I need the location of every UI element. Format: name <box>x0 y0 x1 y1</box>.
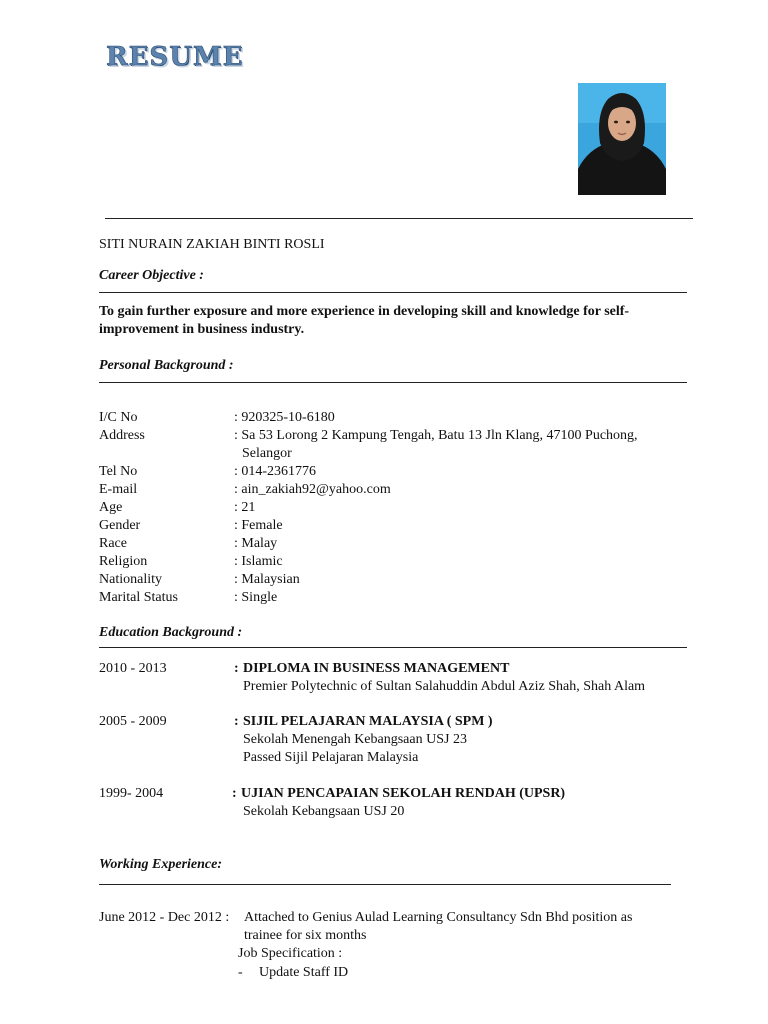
personal-value: : Malaysian <box>234 572 300 587</box>
personal-value: Selangor <box>242 446 292 461</box>
personal-label: I/C No <box>99 410 138 425</box>
education-title: DIPLOMA IN BUSINESS MANAGEMENT <box>243 661 510 676</box>
personal-value: : Malay <box>234 536 278 551</box>
education-separator: : <box>234 714 239 729</box>
personal-background-divider <box>99 382 687 383</box>
personal-label: Religion <box>99 554 148 569</box>
personal-value: : Islamic <box>234 554 283 569</box>
career-objective-text: To gain further exposure and more experience in developing skill and knowledge for self-improvement in business industry. <box>99 304 630 337</box>
personal-value: : 920325-10-6180 <box>234 410 335 425</box>
header-divider <box>105 218 693 219</box>
personal-label: Race <box>99 536 127 551</box>
personal-value: : Single <box>234 590 278 605</box>
personal-label: Address <box>99 428 145 443</box>
personal-value: : ain_zakiah92@yahoo.com <box>234 482 391 497</box>
personal-label: Marital Status <box>99 590 178 605</box>
resume-title: RESUME <box>106 42 244 72</box>
education-years: 2010 - 2013 <box>99 661 167 676</box>
personal-label: Age <box>99 500 123 515</box>
education-detail: Sekolah Menengah Kebangsaan USJ 23 <box>243 732 467 747</box>
personal-background-heading: Personal Background : <box>99 358 234 373</box>
career-objective-heading: Career Objective : <box>99 268 204 283</box>
job-spec-item: Update Staff ID <box>259 965 349 980</box>
candidate-name: SITI NURAIN ZAKIAH BINTI ROSLI <box>99 237 325 252</box>
education-years: 2005 - 2009 <box>99 714 167 729</box>
personal-value: : 014-2361776 <box>234 464 317 479</box>
personal-label: E-mail <box>99 482 138 497</box>
personal-value: : Sa 53 Lorong 2 Kampung Tengah, Batu 13 Jln Klang, 47100 Puchong, <box>234 428 638 443</box>
work-period: June 2012 - Dec 2012 : <box>99 910 230 925</box>
personal-label: Tel No <box>99 464 138 479</box>
career-objective-divider <box>99 292 687 293</box>
education-title: UJIAN PENCAPAIAN SEKOLAH RENDAH (UPSR) <box>241 786 566 801</box>
education-years: 1999- 2004 <box>99 786 164 801</box>
education-detail: Passed Sijil Pelajaran Malaysia <box>243 750 419 765</box>
education-separator: : <box>234 661 239 676</box>
working-experience-divider <box>99 884 671 885</box>
personal-label: Nationality <box>99 572 162 587</box>
personal-value: : Female <box>234 518 283 533</box>
education-detail: Sekolah Kebangsaan USJ 20 <box>243 804 405 819</box>
job-spec-bullet: - <box>238 965 243 980</box>
work-description-line-1: Attached to Genius Aulad Learning Consultancy Sdn Bhd position as <box>244 910 633 925</box>
job-specification-label: Job Specification : <box>238 946 343 961</box>
working-experience-heading: Working Experience: <box>99 857 223 872</box>
education-background-divider <box>99 647 687 648</box>
education-detail: Premier Polytechnic of Sultan Salahuddin Abdul Aziz Shah, Shah Alam <box>243 679 646 694</box>
profile-photo <box>578 83 666 195</box>
work-description-line-2: trainee for six months <box>244 928 367 943</box>
personal-label: Gender <box>99 518 141 533</box>
education-title: SIJIL PELAJARAN MALAYSIA ( SPM ) <box>243 714 493 729</box>
education-separator: : <box>232 786 237 801</box>
personal-value: : 21 <box>234 500 256 515</box>
education-background-heading: Education Background : <box>99 625 243 640</box>
